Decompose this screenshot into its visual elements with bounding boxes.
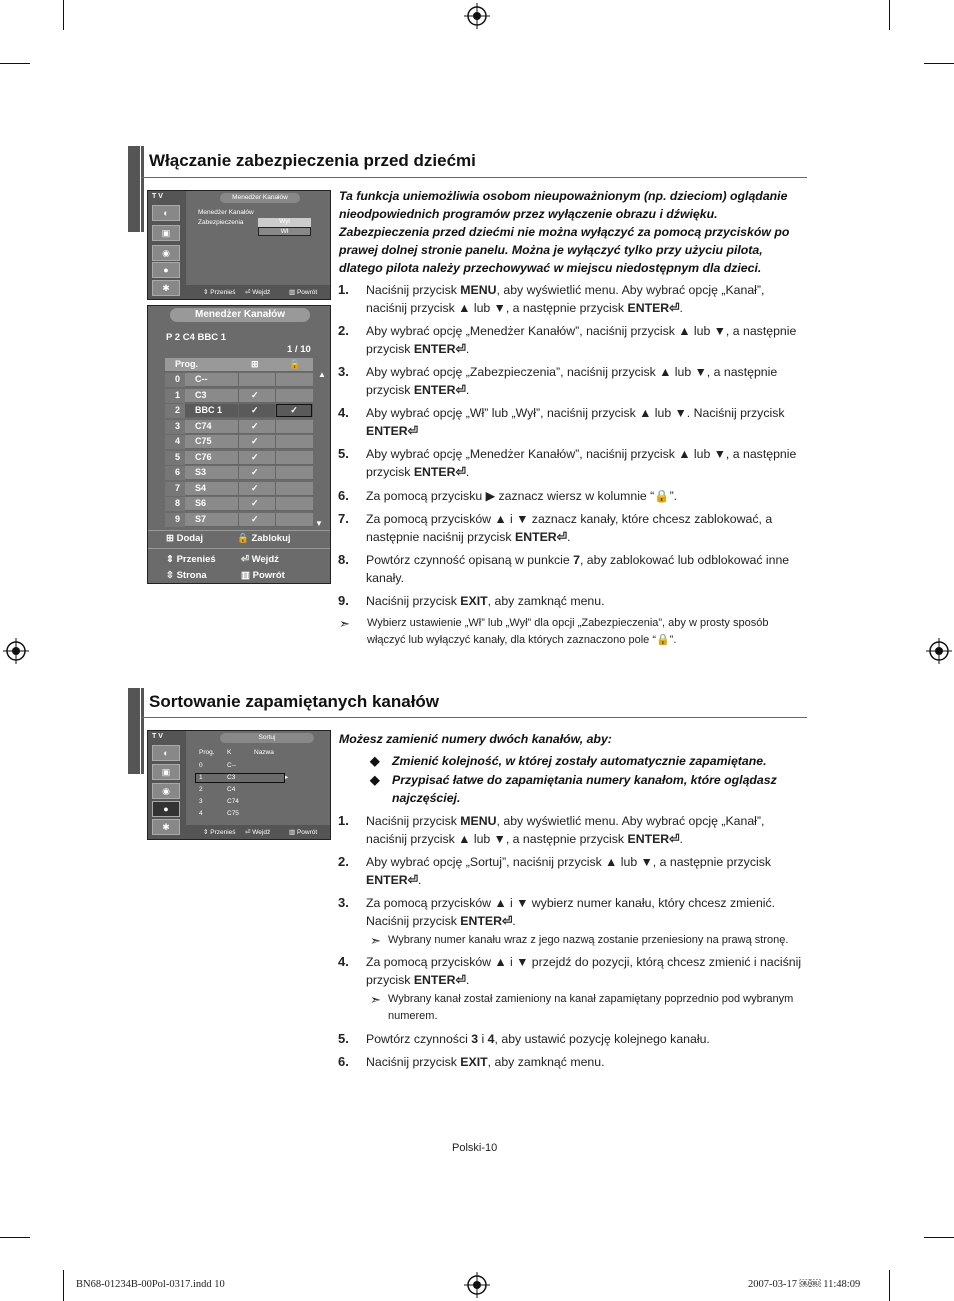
divider <box>148 530 330 531</box>
channel-icon: ◉ <box>152 245 180 261</box>
option-off: Wył <box>258 218 311 227</box>
step-item <box>338 487 806 505</box>
step-text: ENTER⏎ <box>627 832 680 846</box>
step-text: Powtórz czynności <box>366 1032 472 1046</box>
channel-name: C-- <box>195 374 208 384</box>
crop-mark <box>0 63 30 64</box>
channel-row[interactable] <box>165 451 313 465</box>
step-number: 1. <box>338 282 349 297</box>
bullet-text: Przypisać łatwe do zapamiętania numery kanałom, które oglądasz najczęściej. <box>392 773 777 805</box>
footer-move: ⇕ Przenieś <box>203 289 236 296</box>
channel-number: 9 <box>175 513 181 524</box>
note-text: Wybrany kanał został zamieniony na kanał zapamiętany poprzednio pod wybranym numerem. <box>388 993 794 1022</box>
check-icon: ✓ <box>251 405 259 415</box>
step-number: 7. <box>338 511 349 526</box>
lock-column-icon: 🔒 <box>289 359 301 369</box>
print-date: 2007-03-17 ￼￼ 11:48:09 <box>748 1279 861 1290</box>
step-item <box>338 281 806 317</box>
menu-item: Menedżer Kanałów <box>198 209 254 216</box>
registration-mark-icon <box>464 1272 490 1298</box>
channel-row[interactable] <box>165 497 313 511</box>
note-arrow-icon: ➣ <box>370 933 381 948</box>
step-text: Aby wybrać opcję „Sortuj”, naciśnij przycisk ▲ lub ▼, a następnie przycisk <box>366 855 772 869</box>
add-button: ⊞ Dodaj <box>166 533 203 544</box>
sort-row-channel: C-- <box>227 762 237 769</box>
step-text: , aby zamknąć menu. <box>487 1055 605 1069</box>
current-channel: P 2 C4 BBC 1 <box>166 332 227 343</box>
channel-row[interactable] <box>165 373 313 387</box>
return-hint: ▥ Powrót <box>241 570 285 581</box>
step-text: . <box>465 342 470 356</box>
step-text: , aby wyświetlić menu. Aby wybrać opcję „Kanał”, naciśnij przycisk ▲ lub ▼, a następnie przycisk <box>366 283 765 315</box>
registration-mark-icon <box>926 638 952 664</box>
crop-mark <box>63 0 64 30</box>
step-text: Za pomocą przycisków ▲ i ▼ wybierz numer kanału, który chcesz zmienić. Naciśnij przycisk <box>366 896 776 928</box>
check-icon: ✓ <box>251 467 259 477</box>
step-item <box>338 1053 806 1071</box>
sort-row-number: 2 <box>199 786 203 793</box>
column-ch: K <box>227 749 232 756</box>
step-text: , aby zamknąć menu. <box>487 594 605 608</box>
registration-mark-icon <box>464 3 490 29</box>
step-item <box>338 363 806 399</box>
channel-number: 0 <box>175 374 181 384</box>
sort-row-channel: C3 <box>227 774 236 781</box>
crop-mark <box>889 0 890 30</box>
step-number: 3. <box>338 364 349 379</box>
check-icon: ✓ <box>251 436 259 446</box>
step-text: . <box>465 383 470 397</box>
channel-name: BBC 1 <box>195 405 223 415</box>
step-text: Za pomocą przycisków ▲ i ▼ przejdź do pozycji, którą chcesz zmienić i naciśnij przycisk <box>366 955 802 987</box>
channel-row[interactable] <box>165 513 313 527</box>
scroll-down-icon: ▼ <box>315 519 323 528</box>
move-hint: ⇕ Przenieś <box>166 554 216 565</box>
footer-move: ⇕ Przenieś <box>203 829 236 836</box>
step-text: , aby ustawić pozycję kolejnego kanału. <box>494 1032 710 1046</box>
sort-menu-screenshot <box>147 730 331 840</box>
section-rule <box>141 177 807 178</box>
channel-name: C76 <box>195 451 212 462</box>
step-text: ENTER⏎ <box>460 914 513 928</box>
lock-button: 🔒 Zablokuj <box>237 533 291 544</box>
column-prog: Prog. <box>199 749 215 756</box>
step-number: 4. <box>338 954 349 969</box>
step-item <box>338 894 806 930</box>
crop-mark <box>889 1270 890 1301</box>
check-icon: ✓ <box>251 420 259 431</box>
channel-name: C74 <box>195 420 212 431</box>
step-number: 5. <box>338 446 349 461</box>
channel-number: 7 <box>175 482 181 493</box>
step-text: Powtórz czynność opisaną w punkcie <box>366 553 574 567</box>
step-text: Aby wybrać opcję „Menedżer Kanałów”, naciśnij przycisk ▲ lub ▼, a następnie przycisk <box>366 447 797 479</box>
step-number: 5. <box>338 1031 349 1046</box>
step-text: ENTER⏎ <box>627 301 680 315</box>
footer-enter: ⏎ Wejdź <box>245 829 271 836</box>
step-text: i <box>478 1032 488 1046</box>
sort-row-channel: C74 <box>227 798 239 805</box>
tv-label: T V <box>152 733 163 740</box>
channel-manager-screenshot <box>147 305 331 584</box>
check-icon: ✓ <box>251 389 259 400</box>
input-icon: ✱ <box>152 280 180 296</box>
setup-icon: ● <box>152 262 180 278</box>
picture-icon: ◐ <box>152 205 180 221</box>
bullet-text: Zmienić kolejność, w której zostały automatycznie zapamiętane. <box>392 754 767 768</box>
step-text: Za pomocą przycisku ▶ zaznacz wiersz w kolumnie “🔒”. <box>366 489 678 503</box>
sort-row-channel: C75 <box>227 810 239 817</box>
sort-row-number: 3 <box>199 798 203 805</box>
check-icon: ✓ <box>251 451 259 462</box>
check-icon: ✓ <box>251 513 259 524</box>
page-indicator: 1 / 10 <box>287 344 311 355</box>
check-icon: ✓ <box>251 498 259 508</box>
step-text: 4 <box>487 1032 495 1046</box>
sort-row-channel: C4 <box>227 786 236 793</box>
channel-name: S4 <box>195 482 207 493</box>
step-text: MENU <box>460 814 497 828</box>
crop-mark <box>0 1237 30 1238</box>
step-number: 3. <box>338 895 349 910</box>
note <box>370 932 808 949</box>
channel-row[interactable] <box>165 404 313 418</box>
intro-text: Możesz zamienić numery dwóch kanałów, aby: <box>339 732 612 746</box>
step-text: . <box>417 873 422 887</box>
step-number: 1. <box>338 813 349 828</box>
step-text: . <box>679 832 683 846</box>
file-name: BN68-01234B-00Pol-0317.indd 10 <box>76 1279 225 1290</box>
enter-hint: ⏎ Wejdź <box>241 554 279 565</box>
step-number: 4. <box>338 405 349 420</box>
step-text: Naciśnij przycisk <box>366 594 461 608</box>
sort-row-number: 4 <box>199 810 203 817</box>
step-item <box>338 853 806 889</box>
step-item <box>338 445 806 481</box>
step-item <box>338 404 806 440</box>
step-number: 6. <box>338 488 349 503</box>
channel-name: C75 <box>195 436 212 446</box>
step-text: . <box>512 914 516 928</box>
channel-icon: ◉ <box>152 783 180 799</box>
menu-title: Menedżer Kanałów <box>170 308 310 322</box>
step-text: ENTER⏎ <box>366 424 418 438</box>
lock-check-icon: ✓ <box>276 404 312 417</box>
note-arrow-icon: ➣ <box>339 616 350 631</box>
bullet-item <box>370 771 807 807</box>
step-text: Naciśnij przycisk <box>366 1055 461 1069</box>
step-number: 2. <box>338 854 349 869</box>
step-number: 8. <box>338 552 349 567</box>
step-text: . <box>679 301 683 315</box>
step-text: Aby wybrać opcję „Zabezpieczenia”, naciśnij przycisk ▲ lub ▼, a następnie przycisk <box>366 365 778 397</box>
channel-number: 8 <box>175 498 181 508</box>
step-text: ENTER⏎ <box>413 342 466 356</box>
selected-row-highlight <box>195 773 285 783</box>
step-text: Naciśnij przycisk <box>366 814 461 828</box>
channel-row[interactable] <box>165 466 313 480</box>
scroll-up-icon: ▲ <box>318 370 326 379</box>
channel-number: 5 <box>175 451 181 462</box>
channel-row[interactable] <box>165 389 313 403</box>
channel-name: S7 <box>195 513 207 524</box>
channel-number: 6 <box>175 467 181 477</box>
step-number: 9. <box>338 593 349 608</box>
note-text: Wybrany numer kanału wraz z jego nazwą zostanie przeniesiony na prawą stronę. <box>388 934 789 946</box>
note-text: Wybierz ustawienie „Wł” lub „Wył” dla opcji „Zabezpieczenia”, aby w prosty sposób włączyć lub wyłączyć kanały, dla których zaznaczono pole “🔒”. <box>367 617 769 646</box>
tv-menu-screenshot <box>147 190 331 300</box>
grid-header <box>165 358 313 372</box>
bullet-item <box>370 752 807 770</box>
sort-row-number: 0 <box>199 762 203 769</box>
step-text: Za pomocą przycisków ▲ i ▼ zaznacz kanały, które chcesz zablokować, a następnie naciśnij przycisk <box>366 512 773 544</box>
step-item <box>338 953 806 989</box>
step-item <box>338 1030 806 1048</box>
step-text: Aby wybrać opcję „Wł” lub „Wył”, naciśnij przycisk ▲ lub ▼. Naciśnij przycisk <box>366 406 785 420</box>
menu-footer <box>186 825 330 839</box>
step-text: ENTER⏎ <box>413 465 466 479</box>
registration-mark-icon <box>3 638 29 664</box>
add-column-icon: ⊞ <box>251 359 259 369</box>
crop-mark <box>924 1237 954 1238</box>
channel-number: 1 <box>175 389 181 400</box>
crop-mark <box>63 1270 64 1301</box>
section-bar <box>128 146 140 232</box>
picture-icon: ◐ <box>152 745 180 761</box>
column-prog: Prog. <box>175 359 199 369</box>
option-on: Wł <box>258 227 311 236</box>
channel-row[interactable] <box>165 420 313 434</box>
channel-number: 3 <box>175 420 181 431</box>
menu-footer <box>186 285 330 299</box>
menu-item: Zabezpieczenia <box>198 219 244 226</box>
step-text: MENU <box>460 283 497 297</box>
step-text: 3 <box>471 1032 479 1046</box>
step-text: ENTER⏎ <box>413 973 466 987</box>
diamond-bullet-icon: ◆ <box>370 773 380 787</box>
setup-icon: ● <box>152 801 180 817</box>
note <box>339 615 807 649</box>
step-text: , aby zablokować lub odblokować inne kanały. <box>366 553 790 585</box>
tv-label: T V <box>152 193 163 200</box>
step-text: Naciśnij przycisk <box>366 283 461 297</box>
input-icon: ✱ <box>152 819 180 835</box>
step-item <box>338 592 806 610</box>
step-text: . <box>465 973 470 987</box>
footer-enter: ⏎ Wejdź <box>245 289 271 296</box>
section-bar <box>141 146 144 232</box>
step-number: 2. <box>338 323 349 338</box>
channel-number: 4 <box>175 436 181 446</box>
step-number: 6. <box>338 1054 349 1069</box>
divider <box>148 548 330 549</box>
sound-icon: ▣ <box>152 225 180 241</box>
step-text: EXIT <box>460 1055 488 1069</box>
footer-return: ▥ Powrót <box>289 829 318 836</box>
menu-title: Sortuj <box>220 733 314 743</box>
sound-icon: ▣ <box>152 764 180 780</box>
step-text: ENTER⏎ <box>366 873 418 887</box>
channel-name: S3 <box>195 467 207 477</box>
channel-name: S6 <box>195 498 207 508</box>
sort-row-number: 1 <box>199 774 203 781</box>
note <box>370 991 798 1025</box>
step-item <box>338 322 806 358</box>
crop-mark <box>924 63 954 64</box>
step-item <box>338 551 806 587</box>
step-text: . <box>566 530 571 544</box>
step-text: 7 <box>573 553 580 567</box>
footer-return: ▥ Powrót <box>289 289 318 296</box>
diamond-bullet-icon: ◆ <box>370 754 380 768</box>
page-number: Polski-10 <box>452 1142 498 1154</box>
section-title: Sortowanie zapamiętanych kanałów <box>149 692 440 711</box>
step-item <box>338 812 806 848</box>
step-text: , aby wyświetlić menu. Aby wybrać opcję „Kanał”, naciśnij przycisk ▲ lub ▼, a następnie przycisk <box>366 814 765 846</box>
step-text: EXIT <box>460 594 488 608</box>
arrow-right-icon: ▸ <box>285 774 289 781</box>
check-icon: ✓ <box>251 482 259 493</box>
section-rule <box>141 717 807 718</box>
step-text: ENTER⏎ <box>413 383 466 397</box>
step-text: Aby wybrać opcję „Menedżer Kanałów”, naciśnij przycisk ▲ lub ▼, a następnie przycisk <box>366 324 797 356</box>
note-arrow-icon: ➣ <box>370 992 381 1007</box>
channel-row[interactable] <box>165 435 313 449</box>
section-title: Włączanie zabezpieczenia przed dziećmi <box>149 151 476 170</box>
page-hint: ⇳ Strona <box>166 570 207 581</box>
channel-name: C3 <box>195 389 207 400</box>
channel-number: 2 <box>175 405 181 415</box>
step-text: ENTER⏎ <box>515 530 567 544</box>
step-item <box>338 510 806 546</box>
section-bar <box>141 688 144 774</box>
menu-title: Menedżer Kanałów <box>220 193 300 203</box>
step-text: . <box>465 465 470 479</box>
channel-row[interactable] <box>165 482 313 496</box>
column-name: Nazwa <box>254 749 274 756</box>
intro-text: Ta funkcja uniemożliwia osobom nieupoważnionym (np. dzieciom) oglądanie nieodpowiednich programów przez wyłączenie obrazu i dźwięku. Zabezpieczenia przed dziećmi nie można wyłączyć za pomocą przycisków po prawej dolnej stronie panelu. Można je wyłączyć tylko przy użyciu pilota, dlatego pilota należy przechowywać w miejscu niedostępnym dla dzieci. <box>339 189 790 275</box>
section-bar <box>128 688 140 774</box>
